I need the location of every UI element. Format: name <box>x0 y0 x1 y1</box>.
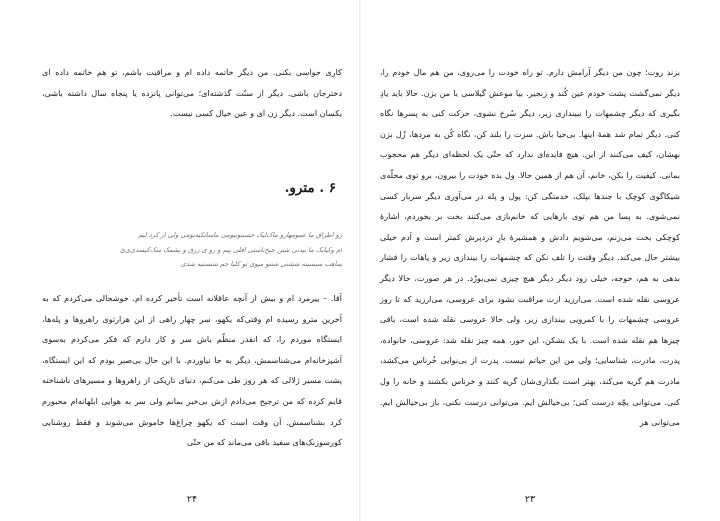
right-page <box>380 6 680 511</box>
handwriting-line: ام وکیابک ما بیدنی شتن جیح‌ناستی اقلی پیم و رو ی زرق و پشمک سک‌کیسد‌ی‌ی‌ئ <box>119 245 342 254</box>
chapter-title: ۶ . مترو. <box>284 180 336 196</box>
book-gutter <box>359 0 361 521</box>
left-page-lower-paragraph: آقا. – پیرمرد ام و بیش از آنچه عاقلانه است تأخیر کرده ام. خوشحالی می‌کردم که به آخرین مترو رسیده ام وقتی‌که یکهو، سر چهار راهی از این هزارتوی راهروها و پله‌ها، ایستگاه موردم را، که انقدر منظّم باش سر و کار دارم که فکر می‌کردم به‌سوی آشپزخانه‌ام می‌شناسمش، دیگر به جا نیاوردم. با این حال بی‌صبر بودم که این ایستگاه، پشت مسیر ژلالی که هر روز طی می‌کنم، دنیای تاریکی از راهروها و مسیرهای ناشناخته قایم کرده که من ترجیح می‌دادم ازش بی‌خبر بمانم ولی سر به هوایی ابلهانه‌ام محبورم کرد بشناسمش. آن وقت است که یکهو چراغ‌ها خاموش می‌شوند و فقط روشنایی کورسوزنک‌های سفید باقی می‌ماند که من حتّی <box>42 293 342 448</box>
handwriting-line: زو اطراق ما عمومهارو ماک‌لیک حسبتونیومی ما‌ساتکیه‌بومی ولی از کرد لیم <box>138 231 342 239</box>
page-number-left: ۲۴ <box>186 494 198 505</box>
left-page <box>42 6 342 511</box>
left-page-upper-paragraph: کاری حواسی بکنی. من دیگر خاتمه داده ام و مراقبت باشم، تو هم خاتمه داده ای دخترجان باشی. دیگر از سنّت گذشته‌ای؛ می‌توانی پانزده یا پنجاه سال داشته باشی، یکسان است. دیگر زن ای و عین خیال کسی نیست. <box>42 67 342 119</box>
handwriting-line: ساهب سبسیته ششنی شتنو میوی تو کلیا جم شتستیه شدی <box>180 260 342 268</box>
handwritten-epigraph <box>42 228 342 272</box>
page-number-right: ۲۳ <box>524 494 536 505</box>
right-page-paragraph: بزند روت؛ چون من دیگر آرامش دارم. تو راه خودت را می‌روی، من هم مال خودم را، دیگر نمی‌گشت پشت خودم عین کُند و زنجیر. بیا موعش گیلاسی با من بزن. حالا باید یادِ بگیری که دیگر چشمهات را نبینداری زیر، دیگر سُرخ نشوی، حرکت کنی به پسرها نگاه کنی. دیگر تمام شد همهٔ اینها. بی‌حیا باش. سرت را بلند کن، نگاه کُن به مردها، زُل بزن بهشان، کیف می‌کنند از این. هیچ فایده‌ای ندارد که حتّی یک لحظه‌ای دیگر هم محجوب بمانی. کیفیت را بکن، خانم، آن هم از همین حالا. ول بده خودت را بیرون، برو توی محلّه‌ی شیکاگوی کوچک با جندها بپلک، خدمتگی کن: پول و پله در می‌آوری دیگر سربار کسی نمی‌شوی. به پسا من هم توی بارهایی که خانم‌بازی می‌کنند بخت بر بخوردم، اشارهٔ کوچکی بخت می‌زنم، می‌شویم دادش و همشیرهٔ بارِ دردپرش کمتر است و آدم خیلی بیشتر حال می‌کند. دیگر وقتت را تلف نکن که چشمهات را بیندازی زیر و پاهات را فشار بدهی به هم، حوجه، خیلی زود دیگر دیگر هیچ چیزی نمی‌بوزّد. در هر صورت، حالا دیگر عروسی نقله شده است. می‌ارزید ازت مراقبت بشود برای عروسی، می‌ارزید که تا روز عروسی چشمهات را با کمرویی بیندازی زیر، ولی حالا عروسی نقله شده است، باقی چیزها هم نقله شده است. با یک بشکن، این حور، همه چیز نقله شد: عروسی، خانواده، پدرت، مادرت، شناسایی؛ ولی من این حیاتم نیست. پدرت از بی‌نوایی خُرناس می‌کشد، مادرت هم گریه می‌کند، بهتر است بگذاری‌شان گریه کنند و خرناس بکشند و خانه را ول کنی. می‌توانی بچّه درست کنی؛ بی‌خیالش ایم. می‌توانی درست نکنی، باز بی‌خیالش ایم. می‌توانی هر <box>380 67 680 428</box>
